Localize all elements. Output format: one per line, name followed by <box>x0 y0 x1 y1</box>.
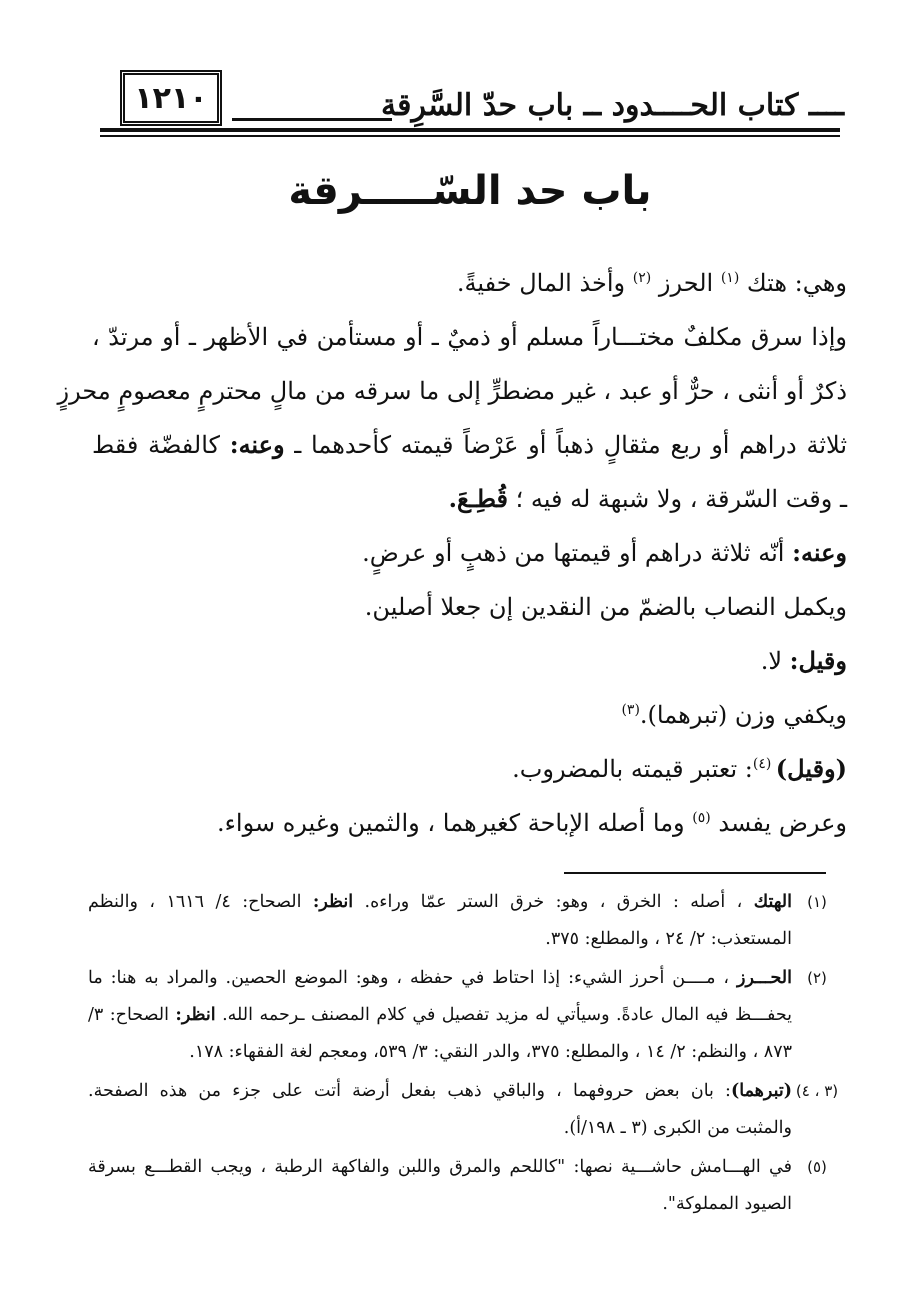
footnote-ref: (١) <box>720 270 740 286</box>
footnote-line <box>88 1073 792 1110</box>
text-line <box>92 418 847 472</box>
bold-term: (تبرهما) <box>730 1081 792 1101</box>
bold-term: الحـــرز <box>737 968 792 988</box>
footnote-line: المستعذب: ٢/ ٢٤ ، والمطلع: ٣٧٥. <box>545 929 792 949</box>
text-line <box>92 796 847 850</box>
footnote-ref: (٤) <box>752 756 776 772</box>
bold-term: (وقيل) <box>775 754 847 783</box>
footnote-text <box>88 960 792 1071</box>
footnote-number: (٣ ، ٤) <box>795 1082 839 1100</box>
text-span: ـ وقت السّرقة ، ولا شبهة له فيه ؛ <box>508 485 847 513</box>
text-span: الصحاح: ٣/ <box>88 1005 176 1025</box>
text-span: وأخذ المال خفيةً. <box>456 269 633 297</box>
text-span: وعرض يفسد <box>710 809 847 837</box>
running-title: ــــ كتاب الحــــدود ــ باب حدّ السَّرِقة <box>381 88 844 123</box>
text-span: وما أصله الإباحة كغيرهما ، والثمين وغيره سواء. <box>217 809 693 837</box>
footnotes <box>88 884 842 1225</box>
bold-term: انظر: <box>175 1005 216 1025</box>
footnote-3-4 <box>88 1073 842 1147</box>
footnote-number: (١) <box>807 893 827 911</box>
bold-term: وعنه: <box>792 538 847 567</box>
bold-term: وقيل: <box>789 646 847 675</box>
text-line <box>92 688 847 742</box>
text-span: ، أصله : الخرق ، وهو: خرق الستر عمّا وراءه. <box>353 892 743 912</box>
bold-term: انظر: <box>312 892 354 912</box>
text-span: ثلاثة دراهم أو ربع مثقالٍ ذهباً أو عَرْضاً قيمته كأحدهما ـ <box>284 431 848 459</box>
text-span: كالفضّة فقط <box>92 431 230 459</box>
footnote-text <box>88 1149 792 1223</box>
text-line <box>92 472 847 526</box>
text-span: : بان بعض حروفهما ، والباقي ذهب بفعل أرضة أتت على جزء من هذه الصفحة. <box>88 1081 731 1101</box>
bold-term: الهتك <box>753 892 792 912</box>
bold-term: وعنه: <box>229 430 285 459</box>
header-rule-thin <box>100 135 840 137</box>
page-number: ١٢١٠ <box>134 80 208 116</box>
text-line <box>92 742 847 796</box>
footnote-2 <box>88 960 842 1071</box>
footnote-line <box>88 884 792 921</box>
text-span: وهي: هتك <box>739 269 847 297</box>
text-span: ، مــــن أحرز الشيء: إذا احتاط في حفظه ، وهو: الموضع الحصين. والمراد به هنا: ما <box>88 968 730 988</box>
text-span: لا. <box>760 647 790 675</box>
footnote-text <box>88 884 792 958</box>
footnote-ref: (٥) <box>692 810 711 826</box>
main-text <box>57 256 848 850</box>
bold-term: قُطِـعَ. <box>448 484 508 513</box>
text-span: الصحاح: ٤/ ١٦١٦ ، والنظم <box>88 892 313 912</box>
chapter-title: باب حد السّـــــرقة <box>288 168 652 214</box>
footnote-line: الصيود المملوكة". <box>662 1194 792 1214</box>
footnote-text <box>88 1073 792 1147</box>
footnote-5 <box>88 1149 842 1223</box>
footnote-line: ٨٧٣ ، والنظم: ٢/ ١٤ ، والمطلع: ٣٧٥، والدر النقي: ٣/ ٥٣٩، ومعجم لغة الفقهاء: ١٧٨. <box>189 1042 792 1062</box>
footnote-1 <box>88 884 842 958</box>
footnote-line: في الهـــامش حاشـــية نصها: "كاللحم والمرق واللبن والفاكهة الرطبة ، ويجب القطـــع بسرقة <box>88 1157 792 1177</box>
footnote-number: (٥) <box>807 1158 827 1176</box>
footnote-line: والمثبت من الكبرى (٣ ـ ١٩٨/أ). <box>563 1118 792 1138</box>
text-line: وإذا سرق مكلفٌ مختـــاراً مسلم أو ذميٌ ـ أو مستأمن في الأظهر ـ أو مرتدّ ، <box>92 323 847 351</box>
page-number-box <box>120 70 222 126</box>
text-span: الحرز <box>651 269 721 297</box>
footnote-separator <box>564 872 826 874</box>
header-rule-left <box>232 118 392 121</box>
footnote-line <box>88 997 792 1034</box>
footnote-ref: (٢) <box>632 270 652 286</box>
text-span: : تعتبر قيمته بالمضروب. <box>512 755 753 783</box>
text-span: أنّه ثلاثة دراهم أو قيمتها من ذهبٍ أو عرضٍ. <box>362 539 793 567</box>
footnote-number: (٢) <box>807 969 827 987</box>
text-span: يحفـــظ فيه المال عادةً. وسيأتي له مزيد تفصيل في كلام المصنف ـرحمه الله. <box>215 1005 792 1025</box>
text-line: ويكمل النصاب بالضمّ من النقدين إن جعلا أصلين. <box>364 593 847 621</box>
header-rule <box>100 128 840 132</box>
text-line <box>92 256 847 310</box>
footnote-line <box>88 960 792 997</box>
footnote-ref: (٣) <box>621 702 640 718</box>
text-line: ذكرٌ أو أنثى ، حرٌّ أو عبد ، غير مضطرٍّ إلى ما سرقه من مالٍ محترمٍ معصومٍ محرزٍ <box>57 377 847 405</box>
text-span: ويكفي وزن (تبرهما). <box>639 701 847 729</box>
text-line <box>92 526 847 580</box>
text-line <box>92 634 847 688</box>
